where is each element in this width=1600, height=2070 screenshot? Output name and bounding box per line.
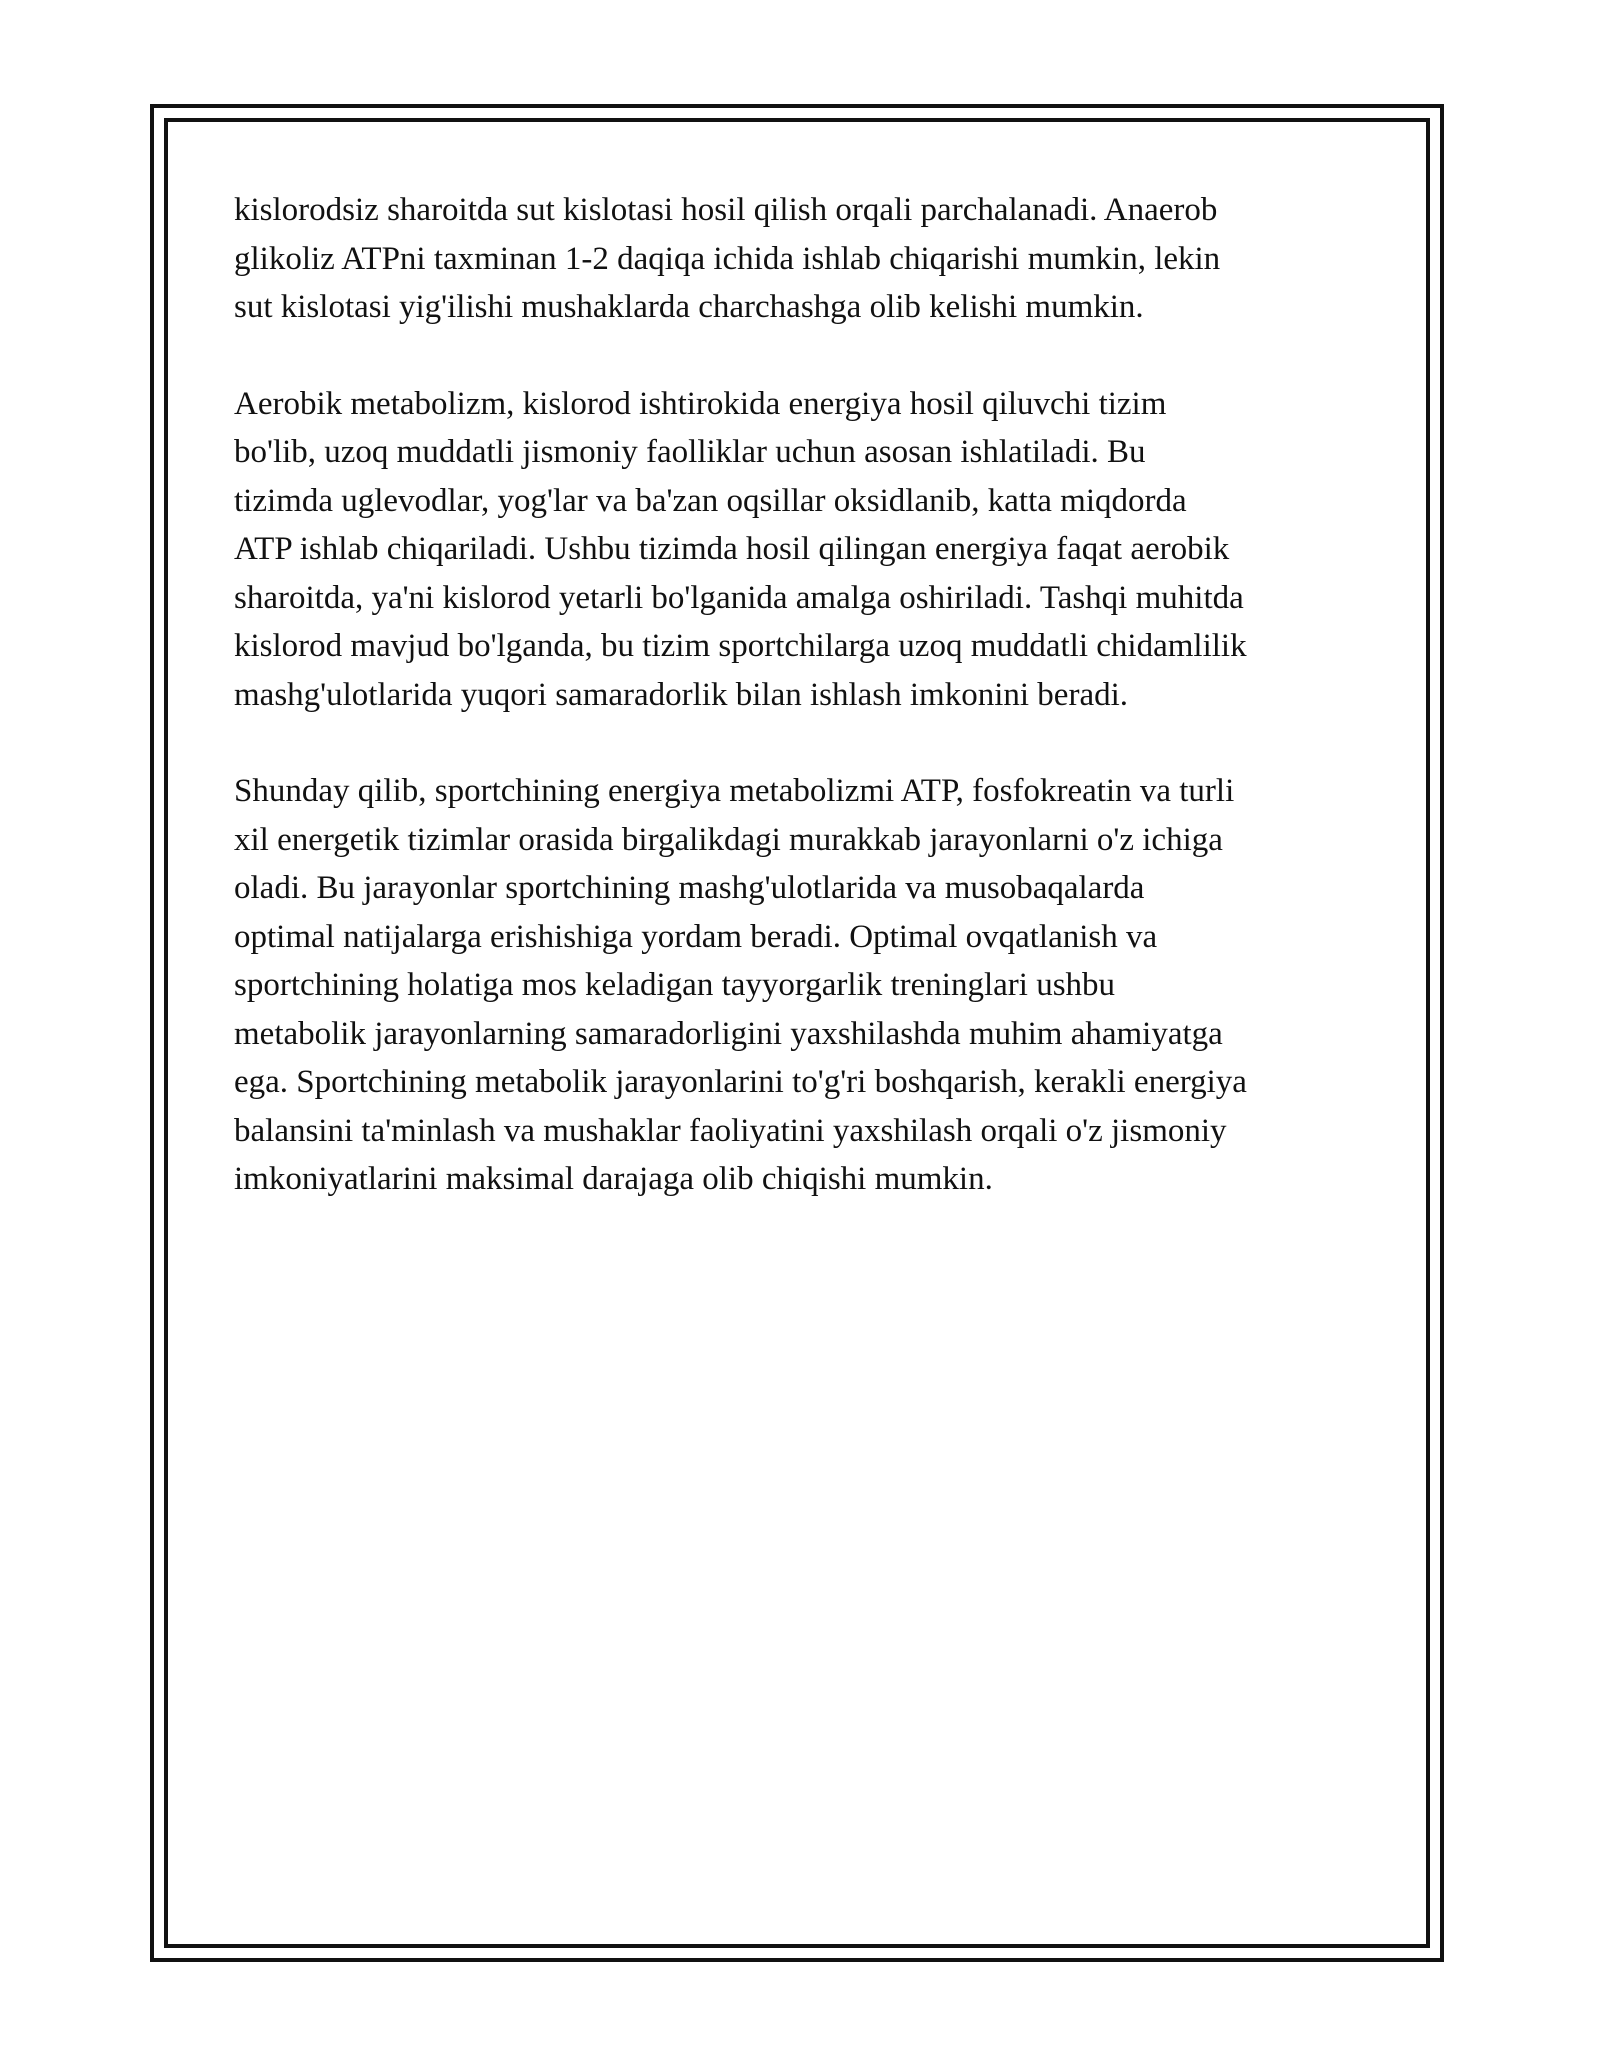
document-body [234,186,1374,1252]
paragraph-anaerobic-glycolysis: kislorodsiz sharoitda sut kislotasi hosil qilish orqali parchalanadi. Anaerob glikoliz ATPni taxminan 1-2 daqiqa ichida ishlab chiqarishi mumkin, lekin sut kislotasi yig'ilishi mushaklarda charchashga olib kelishi mumkin. [234,192,1221,325]
paragraph-conclusion: Shunday qilib, sportchining energiya metabolizmi ATP, fosfokreatin va turli xil energetik tizimlar orasida birgalikdagi murakkab jarayonlarni o'z ichiga oladi. Bu jarayonlar sportchining mashg'ulotlarida va musobaqalarda optimal natijalarga erishishiga yordam beradi. Optimal ovqatlanish va sportchining holatiga mos keladigan tayyorgarlik treninglari ushbu metabolik jarayonlarning samaradorligini yaxshilashda muhim ahamiyatga ega. Sportchining metabolik jarayonlarini to'g'ri boshqarish, kerakli energiya balansini ta'minlash va mushaklar faoliyatini yaxshilash orqali o'z jismoniy imkoniyatlarini maksimal darajaga olib chiqishi mumkin. [234,773,1247,1197]
paragraph-aerobic-metabolism: Aerobik metabolizm, kislorod ishtirokida energiya hosil qiluvchi tizim bo'lib, uzoq muddatli jismoniy faolliklar uchun asosan ishlatiladi. Bu tizimda uglevodlar, yog'lar va ba'zan oqsillar oksidlanib, katta miqdorda ATP ishlab chiqariladi. Ushbu tizimda hosil qilingan energiya faqat aerobik sharoitda, ya'ni kislorod yetarli bo'lganida amalga oshiriladi. Tashqi muhitda kislorod mavjud bo'lganda, bu tizim sportchilarga uzoq muddatli chidamlilik mashg'ulotlarida yuqori samaradorlik bilan ishlash imkonini beradi. [234,385,1247,713]
